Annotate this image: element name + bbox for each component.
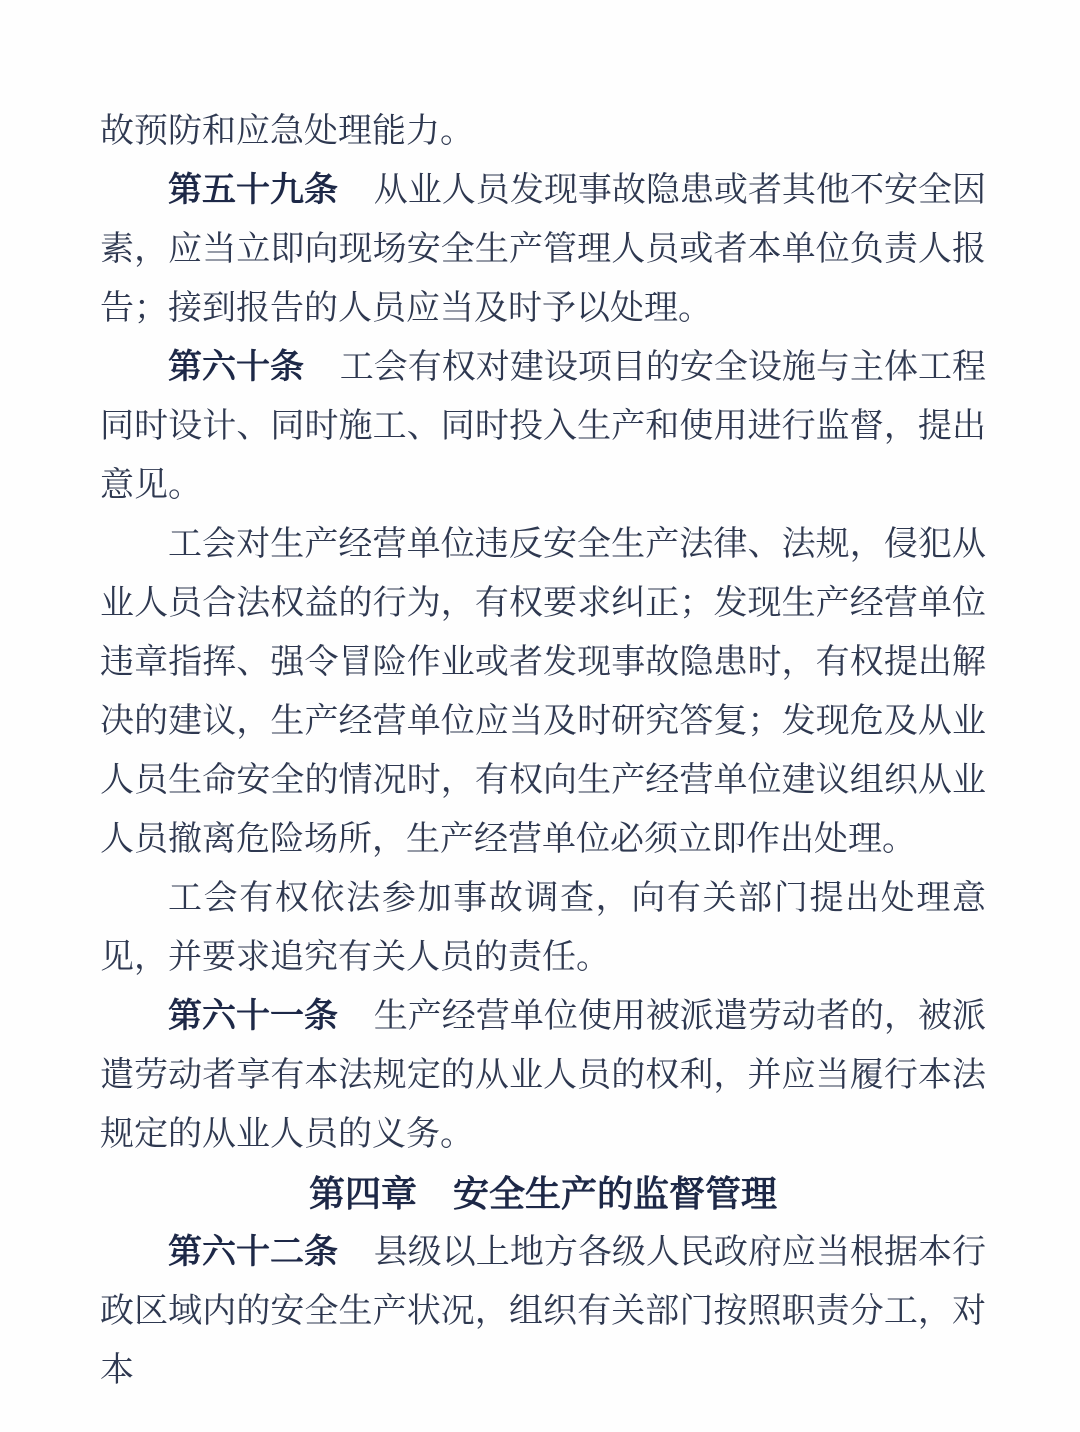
article-61-text: 生产经营单位使用被派遣劳动者的，被派遣劳动者享有本法规定的从业人员的权利，并应当履行本法规定的从业人员的义务。: [100, 998, 987, 1153]
article-62-text: 县级以上地方各级人民政府应当根据本行政区域内的安全生产状况，组织有关部门按照职责分工，对本: [100, 1234, 987, 1389]
article-59-text: 从业人员发现事故隐患或者其他不安全因素，应当立即向现场安全生产管理人员或者本单位负责人报告；接到报告的人员应当及时予以处理。: [100, 172, 987, 327]
article-60-paragraph: [100, 338, 986, 515]
article-60-text: 工会有权对建设项目的安全设施与主体工程同时设计、同时施工、同时投入生产和使用进行监督，提出意见。: [100, 349, 987, 504]
article-62-paragraph: [100, 1223, 986, 1400]
article-59-paragraph: [100, 161, 986, 338]
chapter-heading: [100, 1164, 986, 1223]
article-62-number: 第六十二条: [168, 1233, 339, 1271]
chapter-title: 安全生产的监督管理: [453, 1173, 778, 1214]
chapter-number: 第四章: [308, 1173, 417, 1214]
article-60-clause-2: 工会对生产经营单位违反安全生产法律、法规，侵犯从业人员合法权益的行为，有权要求纠正；发现生产经营单位违章指挥、强令冒险作业或者发现事故隐患时，有权提出解决的建议，生产经营单位应当及时研究答复；发现危及从业人员生命安全的情况时，有权向生产经营单位建议组织从业人员撤离危险场所，生产经营单位必须立即作出处理。: [100, 526, 986, 858]
article-59-number: 第五十九条: [168, 171, 339, 209]
article-60-number: 第六十条: [168, 348, 305, 386]
article-61-paragraph: [100, 987, 986, 1164]
article-61-number: 第六十一条: [168, 997, 339, 1035]
article-60-clause-3: 工会有权依法参加事故调查，向有关部门提出处理意见，并要求追究有关人员的责任。: [100, 880, 986, 976]
paragraph-continuation: 故预防和应急处理能力。: [100, 113, 474, 150]
